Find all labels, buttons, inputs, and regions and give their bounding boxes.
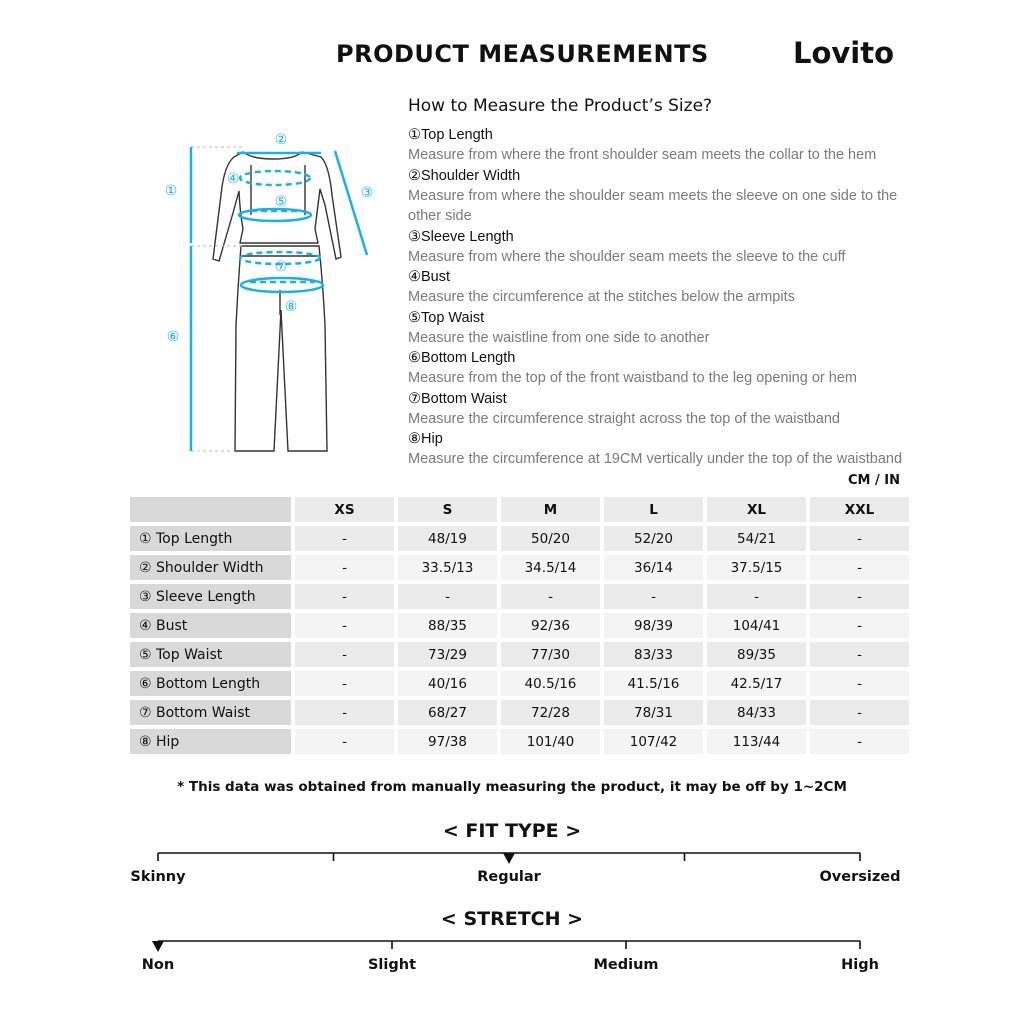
table-cell: 92/36 xyxy=(501,613,600,638)
table-row xyxy=(130,526,909,551)
table-cell: 107/42 xyxy=(604,729,703,754)
stretch-scale-label: Medium xyxy=(593,957,659,973)
size-column-header: XS xyxy=(295,497,394,522)
table-cell: 84/33 xyxy=(707,700,806,725)
stretch-scale-label: High xyxy=(841,957,879,973)
step-name: ⑦Bottom Waist xyxy=(408,390,507,407)
marker-7: ⑦ xyxy=(274,259,288,275)
fit-type-scale-label: Oversized xyxy=(819,869,901,885)
table-cell: - xyxy=(295,555,394,580)
measurement-steps xyxy=(408,126,928,471)
table-cell: - xyxy=(295,584,394,609)
size-column-header: XXL xyxy=(810,497,909,522)
table-cell: 48/19 xyxy=(398,526,497,551)
step-name: ④Bust xyxy=(408,269,451,285)
table-cell: 41.5/16 xyxy=(604,671,703,696)
row-label: ② Shoulder Width xyxy=(130,555,291,580)
table-cell: - xyxy=(295,671,394,696)
table-cell: - xyxy=(810,555,909,580)
table-cell: 40/16 xyxy=(398,671,497,696)
table-cell: 73/29 xyxy=(398,642,497,667)
disclaimer-note: * This data was obtained from manually measuring the product, it may be off by 1~2CM xyxy=(177,779,847,795)
table-cell: 72/28 xyxy=(501,700,600,725)
table-cell: 54/21 xyxy=(707,526,806,551)
marker-3: ③ xyxy=(360,185,374,201)
size-column-header: XL xyxy=(707,497,806,522)
table-cell: - xyxy=(810,700,909,725)
row-label: ⑤ Top Waist xyxy=(130,642,291,667)
table-cell: 50/20 xyxy=(501,526,600,551)
table-cell: 89/35 xyxy=(707,642,806,667)
marker-1: ① xyxy=(164,183,178,199)
step-name: ⑤Top Waist xyxy=(408,309,485,326)
table-row xyxy=(130,642,909,667)
table-cell: 97/38 xyxy=(398,729,497,754)
table-cell: 77/30 xyxy=(501,642,600,667)
size-column-header: S xyxy=(398,497,497,522)
marker-8: ⑧ xyxy=(284,299,298,315)
table-cell: 36/14 xyxy=(604,555,703,580)
table-cell: 33.5/13 xyxy=(398,555,497,580)
table-cell: 104/41 xyxy=(707,613,806,638)
table-cell: 78/31 xyxy=(604,700,703,725)
step-name: ⑥Bottom Length xyxy=(408,350,516,366)
fit-type-title: < FIT TYPE > xyxy=(442,820,582,842)
step-description: Measure from where the shoulder seam meets the sleeve to the cuff xyxy=(408,248,846,265)
row-label: ⑦ Bottom Waist xyxy=(130,700,291,725)
table-cell: - xyxy=(295,729,394,754)
marker-2: ② xyxy=(274,132,288,148)
unit-label: CM / IN xyxy=(848,473,900,488)
size-table xyxy=(126,493,913,758)
marker-5: ⑤ xyxy=(274,194,288,210)
step-name: ①Top Length xyxy=(408,127,493,143)
brand-logo: Lovito xyxy=(793,36,895,70)
table-cell: 34.5/14 xyxy=(501,555,600,580)
stretch-scale-label: Slight xyxy=(367,957,417,973)
stretch-selected-marker-icon xyxy=(152,941,164,952)
table-cell: 83/33 xyxy=(604,642,703,667)
row-label: ⑥ Bottom Length xyxy=(130,671,291,696)
step-name: ②Shoulder Width xyxy=(408,167,521,184)
table-cell: - xyxy=(295,613,394,638)
garment-diagram xyxy=(155,125,390,460)
table-cell: - xyxy=(810,613,909,638)
table-cell: 52/20 xyxy=(604,526,703,551)
table-cell: 98/39 xyxy=(604,613,703,638)
fit-type-selected-marker-icon xyxy=(503,853,515,864)
step-description: Measure the circumference at the stitches below the armpits xyxy=(408,289,795,305)
table-cell: - xyxy=(295,526,394,551)
step-description: Measure from the top of the front waistband to the leg opening or hem xyxy=(408,370,857,386)
table-cell: - xyxy=(398,584,497,609)
table-cell: - xyxy=(295,700,394,725)
fit-type-scale-label: Regular xyxy=(477,869,541,885)
row-label: ④ Bust xyxy=(130,613,291,638)
table-cell: 42.5/17 xyxy=(707,671,806,696)
step-name: ⑧Hip xyxy=(408,431,443,447)
table-cell: - xyxy=(295,642,394,667)
stretch-title: < STRETCH > xyxy=(440,908,584,930)
table-cell: 37.5/15 xyxy=(707,555,806,580)
table-row xyxy=(130,613,909,638)
table-cell: - xyxy=(707,584,806,609)
page-title: PRODUCT MEASUREMENTS xyxy=(336,40,709,68)
table-cell: 101/40 xyxy=(501,729,600,754)
step-description: Measure from where the shoulder seam meets the sleeve on one side to the other side xyxy=(408,187,898,224)
size-column-header: L xyxy=(604,497,703,522)
fit-type-scale-label: Skinny xyxy=(130,869,186,885)
size-header-row xyxy=(130,497,909,522)
table-cell: - xyxy=(810,671,909,696)
table-row xyxy=(130,700,909,725)
marker-4: ④ xyxy=(226,171,240,187)
step-description: Measure the waistline from one side to another xyxy=(408,329,710,346)
row-label: ① Top Length xyxy=(130,526,291,551)
table-row xyxy=(130,555,909,580)
header-corner xyxy=(130,497,291,522)
table-cell: - xyxy=(810,526,909,551)
step-description: Measure the circumference at 19CM vertically under the top of the waistband xyxy=(408,451,903,467)
table-cell: - xyxy=(604,584,703,609)
row-label: ⑧ Hip xyxy=(130,729,291,754)
row-label: ③ Sleeve Length xyxy=(130,584,291,609)
guide-heading: How to Measure the Product’s Size? xyxy=(408,96,713,116)
table-cell: - xyxy=(810,642,909,667)
step-description: Measure the circumference straight across the top of the waistband xyxy=(408,410,840,427)
table-cell: 40.5/16 xyxy=(501,671,600,696)
table-row xyxy=(130,671,909,696)
table-cell: 88/35 xyxy=(398,613,497,638)
size-column-header: M xyxy=(501,497,600,522)
step-name: ③Sleeve Length xyxy=(408,228,514,245)
stretch-scale-label: Non xyxy=(141,957,175,973)
table-cell: 68/27 xyxy=(398,700,497,725)
table-cell: - xyxy=(501,584,600,609)
step-description: Measure from where the front shoulder seam meets the collar to the hem xyxy=(408,147,877,163)
table-cell: - xyxy=(810,584,909,609)
table-row xyxy=(130,584,909,609)
table-cell: - xyxy=(810,729,909,754)
table-row xyxy=(130,729,909,754)
table-cell: 113/44 xyxy=(707,729,806,754)
marker-6: ⑥ xyxy=(166,329,180,345)
